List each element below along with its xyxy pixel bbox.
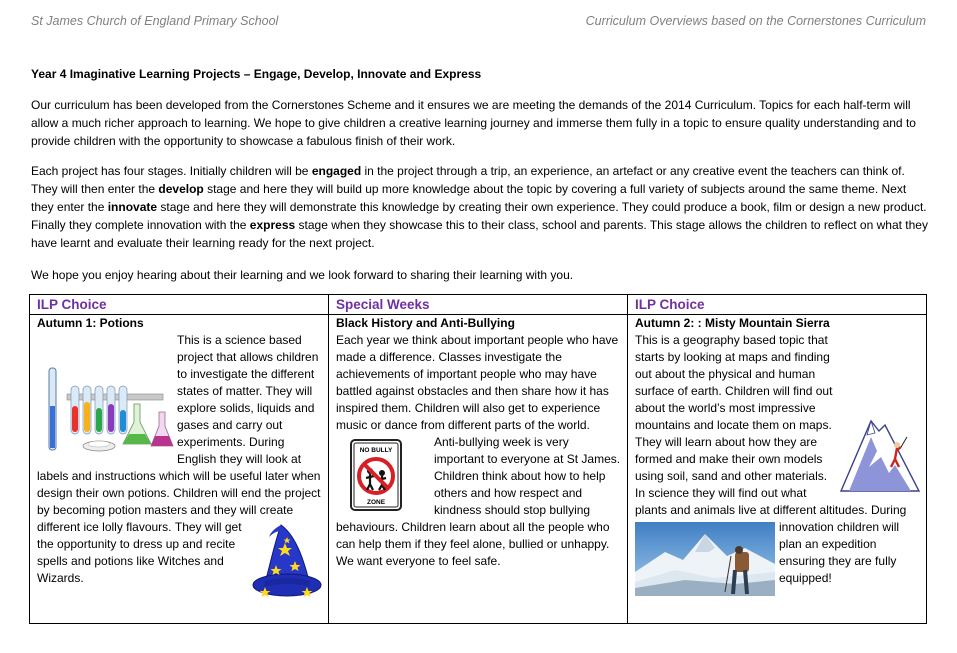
stages-paragraph: [31, 162, 929, 252]
project-title: Autumn 1: Potions: [37, 316, 144, 330]
column-autumn-2: [628, 295, 927, 624]
column-heading: ILP Choice: [30, 296, 328, 315]
closing-paragraph: We hope you enjoy hearing about their learning and we look forward to sharing their learning with you.: [31, 268, 574, 282]
mountain-climber-icon: [839, 417, 921, 493]
project-description: This is a geography based topic that starts by looking at maps and finding out about the physical and human surface of earth. Children will find out about the world’s most impressive mountains and locate them on maps. They will learn about how they are formed and make their own models using soil, sand and other materials. In science they will find out what plants and animals live at different altitudes.: [635, 333, 868, 517]
page-title: Year 4 Imaginative Learning Projects – Engage, Develop, Innovate and Express: [31, 67, 482, 81]
project-title: Autumn 2: : Misty Mountain Sierra: [635, 316, 830, 330]
sign-bottom-text: ZONE: [366, 499, 386, 506]
project-description: This is a science based project that allows children to investigate the different states of matter. They will explore solids, liquids and gases and carry out experiments. During English they will look at labels and instructions which will be useful later when design their own potions. Children will end the project by becoming potion masters and they will create different ice lolly flavours.: [37, 333, 321, 534]
innovation-text: During innovation children will plan an expedition ensuring they are fully equipped!: [779, 503, 907, 585]
overview-title: Curriculum Overviews based on the Cornerstones Curriculum: [585, 14, 926, 28]
anti-bullying-text: Anti-bullying week is very important to everyone at St James. Children think about how to help others and how respect and kindness should stop bullying behaviours. Children learn about all the people who can help them if they feel alone, bullied or unhappy. We want everyone to feel safe.: [336, 435, 621, 568]
stage-develop: develop: [158, 182, 204, 196]
test-tubes-icon: [37, 366, 177, 454]
column-special-weeks: [329, 295, 628, 624]
no-bully-zone-sign-icon: [346, 438, 428, 514]
stage-express: express: [249, 218, 296, 232]
stage-engaged: engaged: [311, 164, 362, 178]
school-name: St James Church of England Primary School: [31, 14, 279, 28]
column-autumn-1: [30, 295, 329, 624]
column-heading: Special Weeks: [329, 296, 627, 315]
stage-innovate: innovate: [107, 200, 158, 214]
stages-text-4: stage and here they will demonstrate this knowledge by creating their own experience. They could produce a book, film or design a new product. Finally they complete innovation with the: [31, 200, 927, 232]
intro-paragraph: Our curriculum has been developed from the Cornerstones Scheme and it ensures we are meeting the demands of the 2014 Curriculum. Topics for each half-term will allow a much richer approach to learning. We hope to give children a creative learning journey and immerse them fully in a topic to ensure quality understanding and to provide children with the opportunity to showcase a fabulous finish of their work.: [31, 98, 916, 148]
mountain-hiker-photo: [635, 522, 775, 596]
project-title: Black History and Anti-Bullying: [336, 316, 515, 330]
stages-text-2: in the project through a trip, an experience, an artefact or any creative event the teachers can think of. They will then enter the: [31, 164, 905, 196]
column-heading: ILP Choice: [628, 296, 926, 315]
page-header: [31, 14, 926, 32]
wizard-hat-icon: [251, 521, 323, 601]
stages-text-3: stage and here they will build up more knowledge about the topic by covering a full variety of subjects around the same theme. Next they enter the: [31, 182, 907, 214]
stages-text-5: stage when they showcase this to their class, school and parents. This stage allows the children to reflect on what they have learnt and evaluate their learning ready for the next project.: [31, 218, 928, 250]
stages-text-1: Each project has four stages. Initially children will be: [31, 164, 312, 178]
sign-top-text: NO BULLY: [359, 447, 393, 454]
ilp-table: [29, 294, 927, 624]
black-history-text: Each year we think about important people who have made a difference. Classes investigate the achievements of important people who may have battled against obstacles and then share how it has inspired them. Children will also get to experience music or dance from different parts of the world.: [336, 333, 619, 432]
project-activities: They will get the opportunity to dress up and recite spells and potions like Witches and Wizards.: [37, 520, 242, 585]
